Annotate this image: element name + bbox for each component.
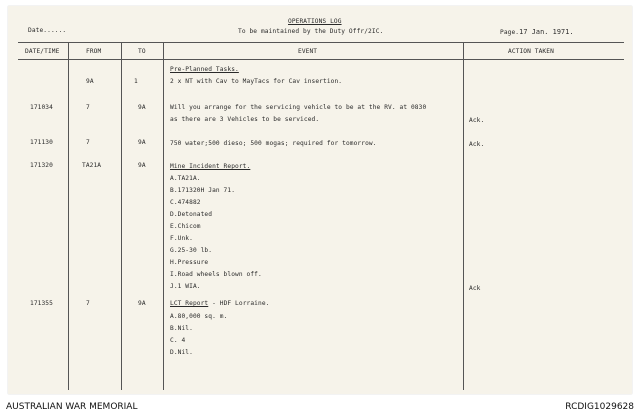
- event-text: B.171320H Jan 71.: [170, 187, 236, 194]
- event-text: J.1 WIA.: [170, 283, 201, 290]
- log-subtitle: To be maintained by the Duty Offr/2IC.: [238, 28, 384, 35]
- event-text: I.Road wheels blown off.: [170, 271, 262, 278]
- datetime-cell: 171034: [30, 104, 53, 111]
- footer-left: AUSTRALIAN WAR MEMORIAL: [6, 402, 138, 412]
- datetime-cell: 171130: [30, 139, 53, 146]
- action-cell: Ack.: [469, 117, 485, 124]
- event-text: Pre-Planned Tasks.: [170, 66, 239, 73]
- to-cell: 9A: [138, 104, 146, 111]
- action-cell: Ack.: [469, 141, 485, 148]
- from-cell: TA21A: [82, 162, 102, 169]
- col-divider-from: [68, 42, 69, 390]
- table-top-rule: [18, 42, 624, 43]
- event-text: 2 x NT with Cav to MayTacs for Cav insertion.: [170, 78, 343, 85]
- log-sheet: [8, 6, 632, 394]
- event-text: C. 4: [170, 337, 186, 344]
- event-text: F.Unk.: [170, 235, 193, 242]
- col-header-from: FROM: [86, 48, 102, 55]
- page-label-text: Page.: [500, 29, 520, 36]
- event-text-underlined: LCT Report: [170, 300, 209, 307]
- col-divider-event: [163, 42, 164, 390]
- event-text: E.Chicom: [170, 223, 201, 230]
- event-text: D.Nil.: [170, 349, 193, 356]
- from-cell: 9A: [86, 78, 94, 85]
- event-text: C.474882: [170, 199, 201, 206]
- event-text: A.80,000 sq. m.: [170, 313, 228, 320]
- header-bottom-rule: [18, 59, 624, 60]
- datetime-cell: 171355: [30, 300, 53, 307]
- event-text: Will you arrange for the servicing vehicle to be at the RV. at 0830: [170, 104, 427, 111]
- col-header-action: ACTION TAKEN: [508, 48, 554, 55]
- event-text: 750 water;500 dieso; 500 mogas; required for tomorrow.: [170, 140, 377, 147]
- action-cell: Ack: [469, 285, 481, 292]
- event-text-rest: - HDF Lorraine.: [208, 300, 270, 307]
- date-label: Date......: [28, 27, 67, 34]
- footer-right: RCDIG1029628: [565, 402, 634, 412]
- col-divider-to: [121, 42, 122, 390]
- from-cell: 7: [86, 139, 90, 146]
- event-text: Mine Incident Report.: [170, 163, 251, 170]
- to-cell: 9A: [138, 139, 146, 146]
- page-date: 17 Jan. 1971.: [519, 28, 574, 36]
- to-cell: 1: [134, 78, 138, 85]
- event-text: [170, 300, 269, 307]
- event-text: G.25-30 lb.: [170, 247, 213, 254]
- to-cell: 9A: [138, 162, 146, 169]
- col-header-to: TO: [138, 48, 146, 55]
- log-title: OPERATIONS LOG: [288, 18, 342, 25]
- from-cell: 7: [86, 300, 90, 307]
- event-text: A.TA21A.: [170, 175, 201, 182]
- to-cell: 9A: [138, 300, 146, 307]
- from-cell: 7: [86, 104, 90, 111]
- page-label: [500, 28, 574, 36]
- col-divider-action: [463, 42, 464, 390]
- col-header-datetime: DATE/TIME: [25, 48, 60, 55]
- col-header-event: EVENT: [298, 48, 318, 55]
- event-text: D.Detonated: [170, 211, 213, 218]
- event-text: H.Pressure: [170, 259, 209, 266]
- datetime-cell: 171320: [30, 162, 53, 169]
- archive-footer: [0, 398, 640, 415]
- event-text: as there are 3 Vehicles to be serviced.: [170, 116, 320, 123]
- event-text: B.Nil.: [170, 325, 193, 332]
